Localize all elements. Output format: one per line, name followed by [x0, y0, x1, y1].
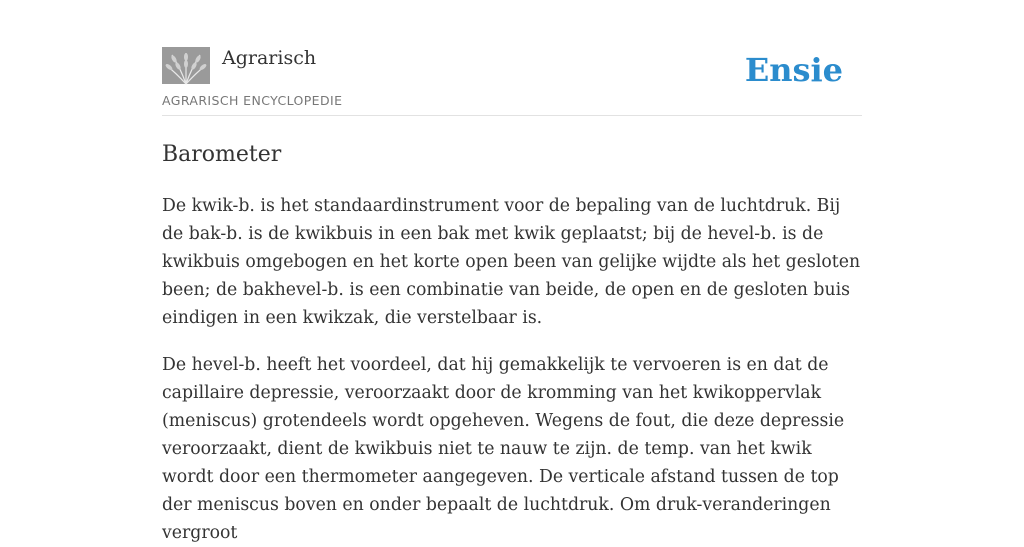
- source-name[interactable]: Agrarisch: [222, 47, 317, 69]
- article-paragraph: De kwik-b. is het standaardinstrument voor de bepaling van de luchtdruk. Bij de bak-b. is de kwikbuis in een bak met kwik geplaatst; bij de hevel-b. is de kwikbuis omgebogen en het korte open been van gelijke wijdte als het gesloten been; de bakhevel-b. is een combinatie van beide, de open en de gesloten buis eindigen in een kwikzak, die verstelbaar is.: [162, 196, 861, 328]
- brand-logo[interactable]: Ensie: [744, 51, 843, 89]
- source-avatar[interactable]: [162, 47, 210, 84]
- article-title: Barometer: [162, 142, 282, 167]
- article-paragraph: De hevel-b. heeft het voordeel, dat hij gemakkelijk te vervoeren is en dat de capillaire depressie, veroorzaakt door de kromming van het kwikoppervlak (meniscus) grotendeels wordt opgeheven. Wegens de fout, die deze depressie veroorzaakt, dient de kwikbuis niet te nauw te zijn. de temp. van het kwik wordt door een thermometer aangegeven. De verticale afstand tussen de top der meniscus boven en onder bepaalt de luchtdruk. Om druk-veranderingen vergroot: [162, 355, 845, 543]
- article: [162, 138, 862, 547]
- source-subtitle: AGRARISCH ENCYCLOPEDIE: [162, 93, 343, 108]
- source-header: [162, 46, 862, 116]
- wheat-icon: [162, 47, 210, 84]
